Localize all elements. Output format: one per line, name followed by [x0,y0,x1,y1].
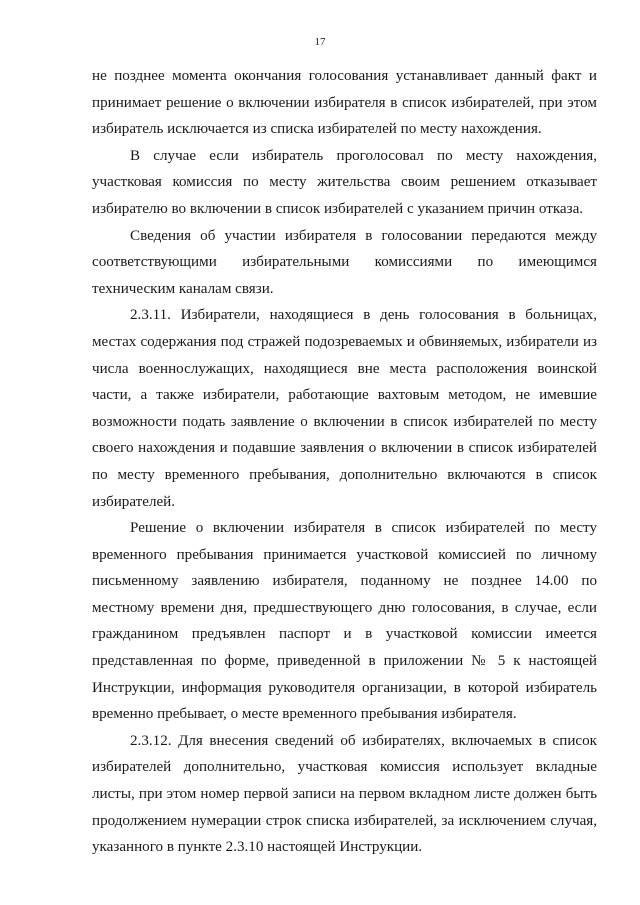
paragraph-refusal: В случае если избиратель проголосовал по месту нахождения, участковая комиссия по месту жительства своим решением отказывает избирателю во включении в список избирателей с указанием причин отказа. [92,147,597,217]
paragraph-2-3-11: 2.3.11. Избиратели, находящиеся в день голосования в больницах, местах содержания под стражей подозреваемых и обвиняемых, избиратели из числа военнослужащих, находящиеся вне места расположения воинской части, а также избиратели, работающие вахтовым методом, не имевшие возможности подать заявление о включении в список избирателей по месту своего нахождения и подавшие заявления о включении в список избирателей по месту временного пребывания, дополнительно включаются в список избирателей. [92,307,597,510]
paragraph-temporary-stay-decision: Решение о включении избирателя в список избирателей по месту временного пребывания принимается участковой комиссией по личному письменному заявлению избирателя, поданному не позднее 14.00 по местному времени дня, предшествующего дню голосования, в случае, если гражданином предъявлен паспорт и в участковой комиссии имеется представленная по форме, приведенной в приложении № 5 к настоящей Инструкции, информация руководителя организации, в которой избиратель временно пребывает, о месте временного пребывания избирателя. [92,520,597,723]
paragraph-2-3-12: 2.3.12. Для внесения сведений об избирателях, включаемых в список избирателей дополнительно, участковая комиссия использует вкладные листы, при этом номер первой записи на первом вкладном листе должен быть продолжением нумерации строк списка избирателей, за исключением случая, указанного в пункте 2.3.10 настоящей Инструкции. [92,732,597,856]
paragraph-continuation: не позднее момента окончания голосования устанавливает данный факт и принимает решение о включении избирателя в список избирателей, при этом избиратель исключается из списка избирателей по месту нахождения. [92,68,597,138]
page-number: 17 [314,36,326,48]
document-body [92,63,597,861]
paragraph-participation-info: Сведения об участии избирателя в голосовании передаются между соответствующими избирательными комиссиями по имеющимся техническим каналам связи. [92,227,597,297]
